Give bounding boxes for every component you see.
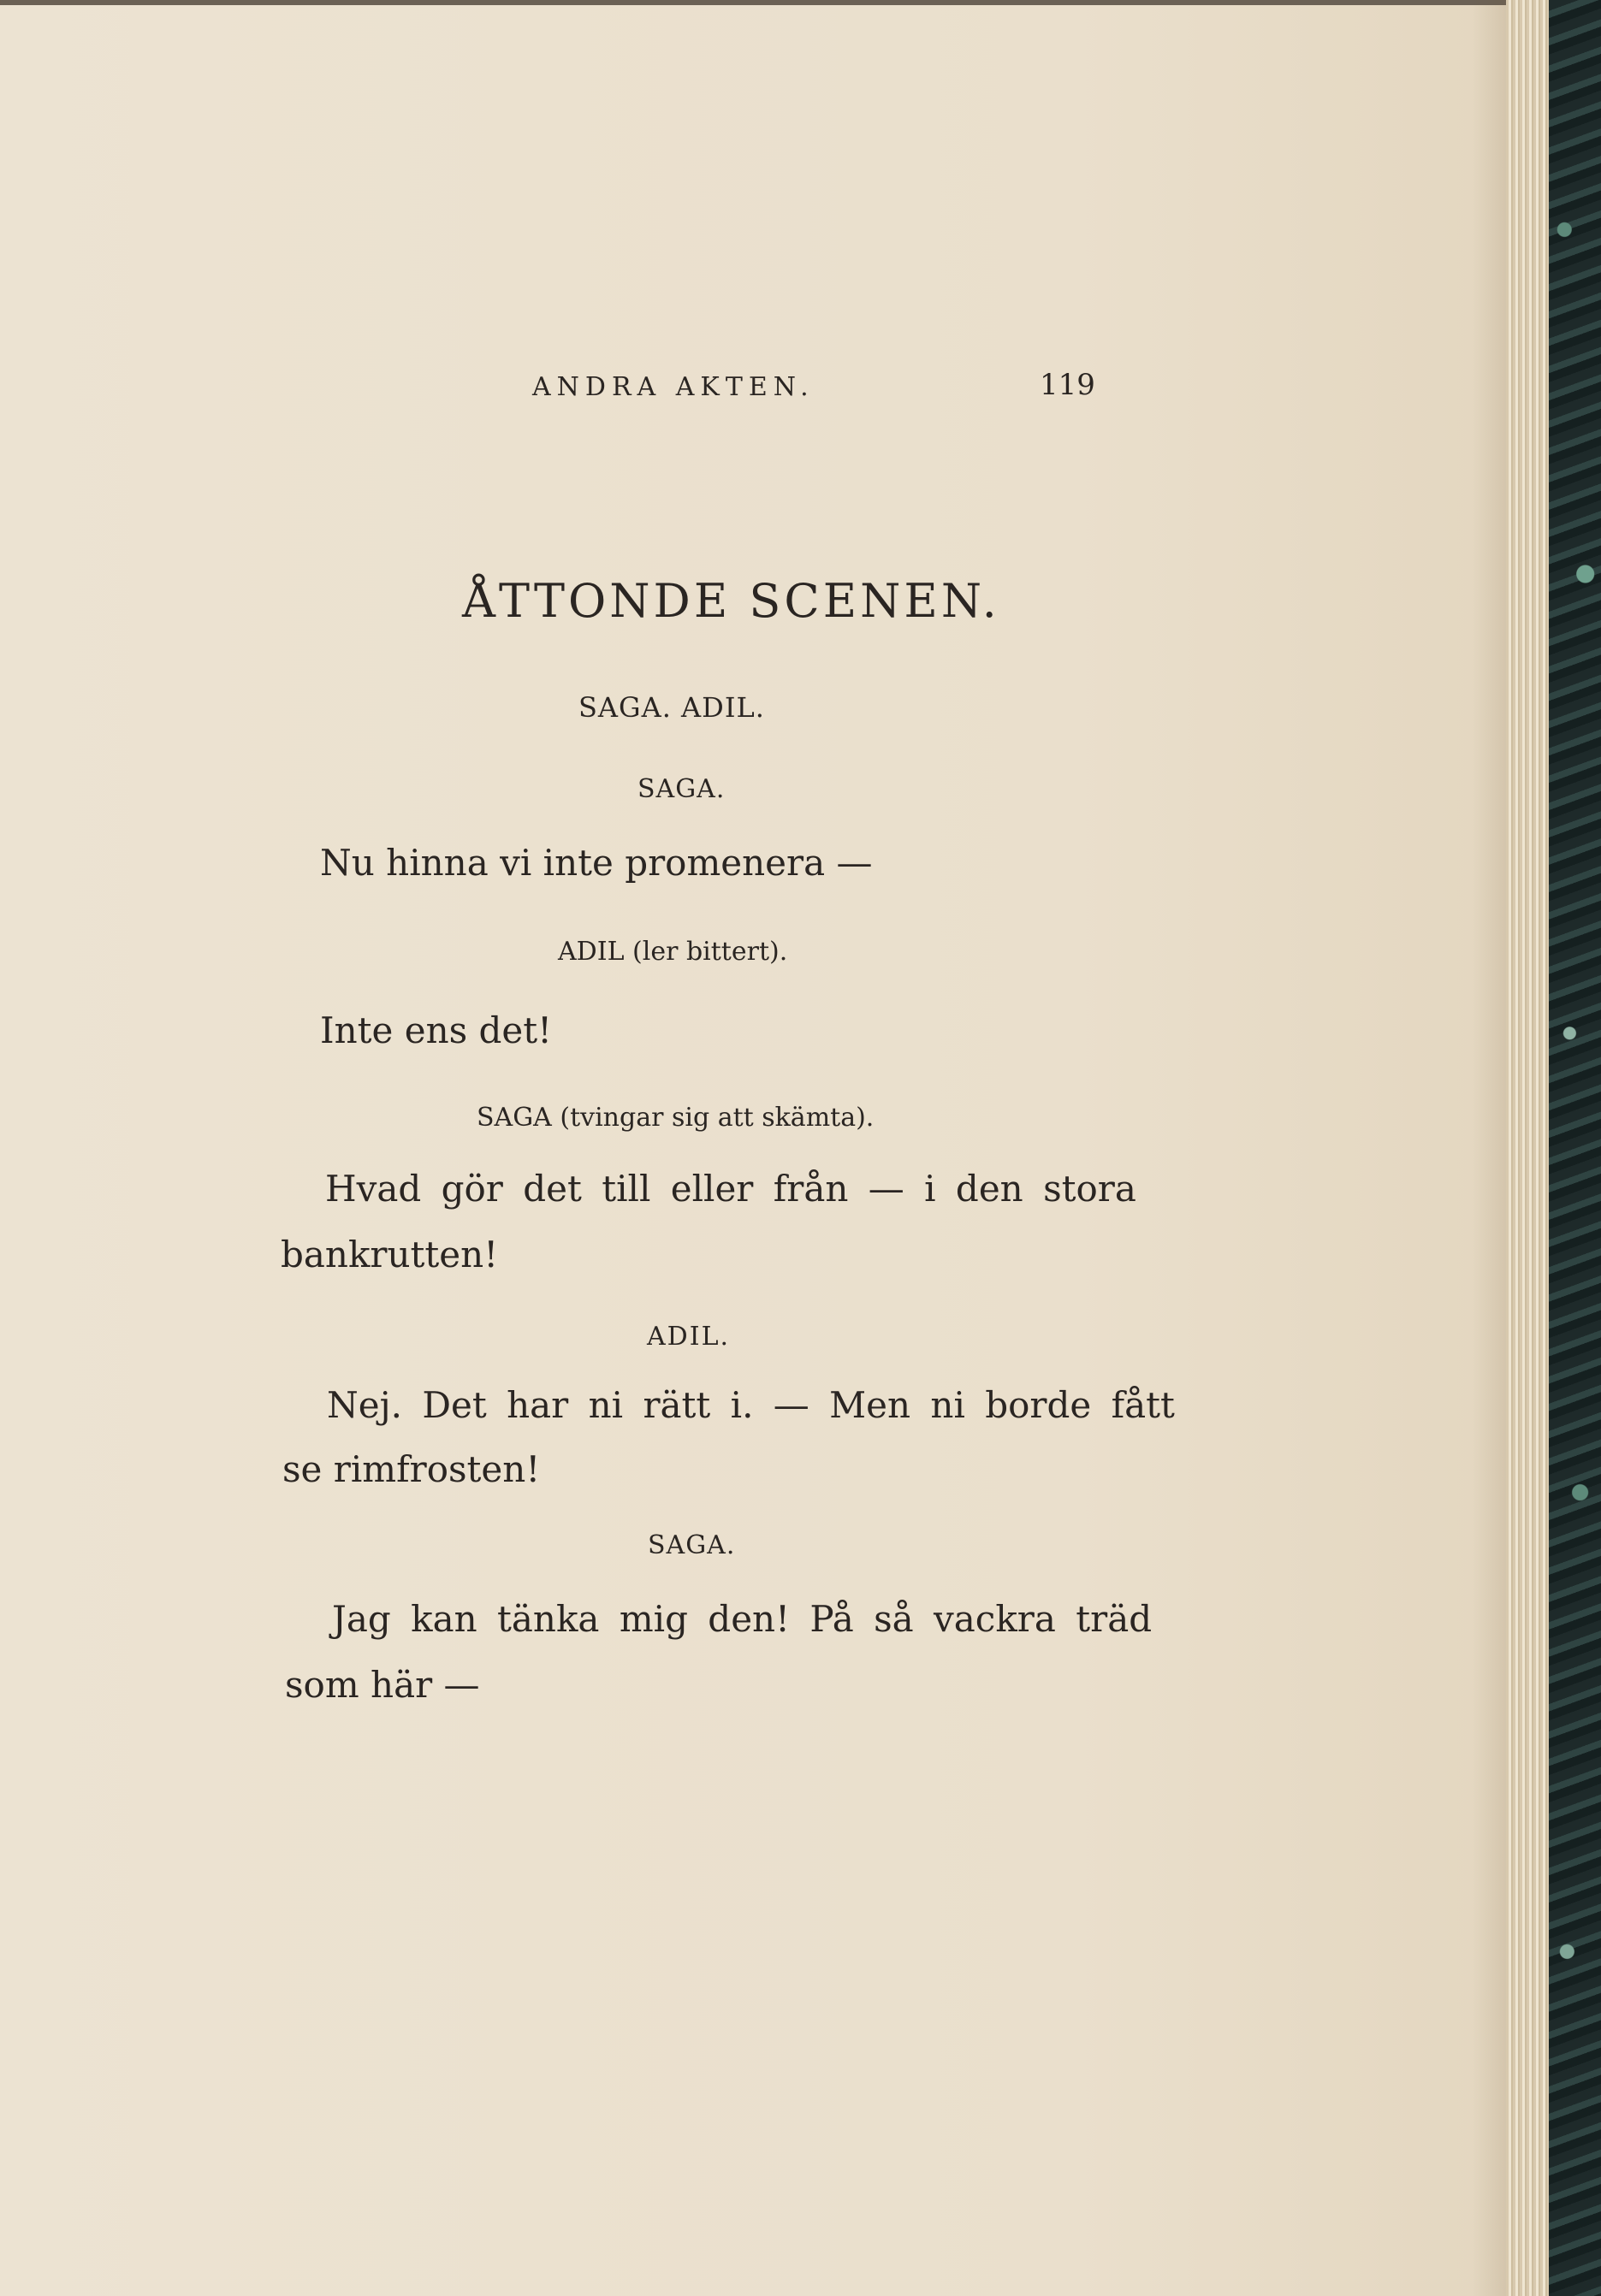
speaker-label: SAGA. <box>637 774 726 804</box>
dialogue-line: se rimfrosten! <box>282 1448 541 1490</box>
page-number: 119 <box>1040 368 1095 402</box>
dialogue-line: Nu hinna vi inte promenera — <box>320 842 873 884</box>
dialogue-line: som här — <box>285 1664 480 1706</box>
scene-title: ÅTTONDE SCENEN. <box>462 574 1000 628</box>
book-page-edges <box>1506 0 1549 2296</box>
dialogue-line: Hvad gör det till eller från — i den stora <box>325 1168 1136 1210</box>
dialogue-line: Inte ens det! <box>320 1009 553 1051</box>
speaker-label: ADIL (ler bittert). <box>558 937 788 967</box>
speaker-label: ADIL. <box>647 1322 731 1352</box>
running-head: ANDRA AKTEN. <box>532 372 815 402</box>
page-top-edge <box>0 0 1532 5</box>
scene-characters: SAGA. ADIL. <box>578 691 765 724</box>
dialogue-line: bankrutten! <box>281 1234 499 1275</box>
marbled-cover <box>1549 0 1601 2296</box>
dialogue-line: Jag kan tänka mig den! På så vackra träd <box>332 1598 1153 1640</box>
speaker-label: SAGA (tvingar sig att skämta). <box>477 1103 875 1133</box>
speaker-label: SAGA. <box>648 1530 736 1560</box>
dialogue-line: Nej. Det har ni rätt i. — Men ni borde fått <box>327 1384 1175 1426</box>
